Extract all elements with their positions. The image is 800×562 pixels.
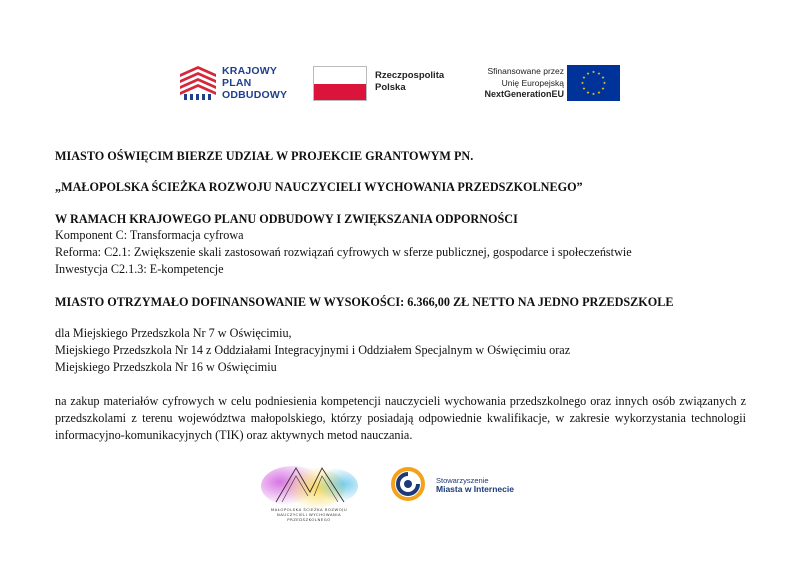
heading-kpo: W RAMACH KRAJOWEGO PLANU ODBUDOWY I ZWIĘKSZANIA ODPORNOŚCI xyxy=(55,212,518,226)
miw-line1: Stowarzyszenie xyxy=(436,476,489,485)
reform-line: Reforma: C2.1: Zwiększenie skali zastosowań rozwiązań cyfrowych w sferze publicznej, gospodarce i społeczeństwie xyxy=(55,245,632,259)
miw-logo-text xyxy=(436,476,514,494)
mal-line2: NAUCZYCIELI WYCHOWANIA xyxy=(276,512,342,517)
miw-line2: Miasta w Internecie xyxy=(436,484,514,494)
rp-line2: Polska xyxy=(375,82,406,93)
kpo-logo-icon xyxy=(180,66,216,100)
heading-project-name: „MAŁOPOLSKA ŚCIEŻKA ROZWOJU NAUCZYCIELI WYCHOWANIA PRZEDSZKOLNEGO” xyxy=(55,180,583,194)
malopolska-logo-text xyxy=(258,507,360,522)
eu-logo-text xyxy=(468,66,564,101)
kpo-logo-text xyxy=(222,65,287,101)
investment-line: Inwestycja C2.1.3: E-kompetencje xyxy=(55,262,224,276)
purpose-paragraph: na zakup materiałów cyfrowych w celu podniesienia kompetencji nauczycieli wychowania przedszkolnego oraz innych osób związanych z przedszkolami z terenu województwa małopolskiego, którzy posiadają odpowiednie kwalifikacje, w zakresie wykorzystania technologii informacyjno-komunikacyjnych (TIK) oraz aktywnych metod nauczania. xyxy=(55,394,746,442)
school-3: Miejskiego Przedszkola Nr 16 w Oświęcimiu xyxy=(55,360,277,374)
kpo-line2: PLAN xyxy=(222,77,252,89)
mal-line1: MAŁOPOLSKA ŚCIEŻKA ROZWOJU xyxy=(270,507,348,512)
rp-line1: Rzeczpospolita xyxy=(375,70,445,81)
heading-project: MIASTO OŚWIĘCIM BIERZE UDZIAŁ W PROJEKCIE GRANTOWYM PN. xyxy=(55,149,474,163)
eu-line3: NextGenerationEU xyxy=(484,89,564,99)
school-2: Miejskiego Przedszkola Nr 14 z Oddziałami Integracyjnymi i Oddziałem Specjalnym w Oświęcimiu oraz xyxy=(55,343,571,357)
component-line: Komponent C: Transformacja cyfrowa xyxy=(55,228,244,242)
eu-line2: Unię Europejską xyxy=(501,77,564,88)
kpo-line3: ODBUDOWY xyxy=(222,89,288,101)
eu-flag-icon xyxy=(567,65,620,101)
school-1: dla Miejskiego Przedszkola Nr 7 w Oświęcimiu, xyxy=(55,326,292,340)
rp-logo-text xyxy=(375,70,444,94)
funding-heading: MIASTO OTRZYMAŁO DOFINANSOWANIE W WYSOKOŚCI: 6.366,00 ZŁ NETTO NA JEDNO PRZEDSZKOLE xyxy=(55,295,674,309)
kpo-line1: KRAJOWY xyxy=(222,65,278,77)
mal-line3: PRZEDSZKOLNEGO xyxy=(287,517,331,522)
poland-flag-icon xyxy=(313,66,367,101)
eu-line1: Sfinansowane przez xyxy=(487,66,564,76)
miw-logo-icon xyxy=(390,466,426,502)
